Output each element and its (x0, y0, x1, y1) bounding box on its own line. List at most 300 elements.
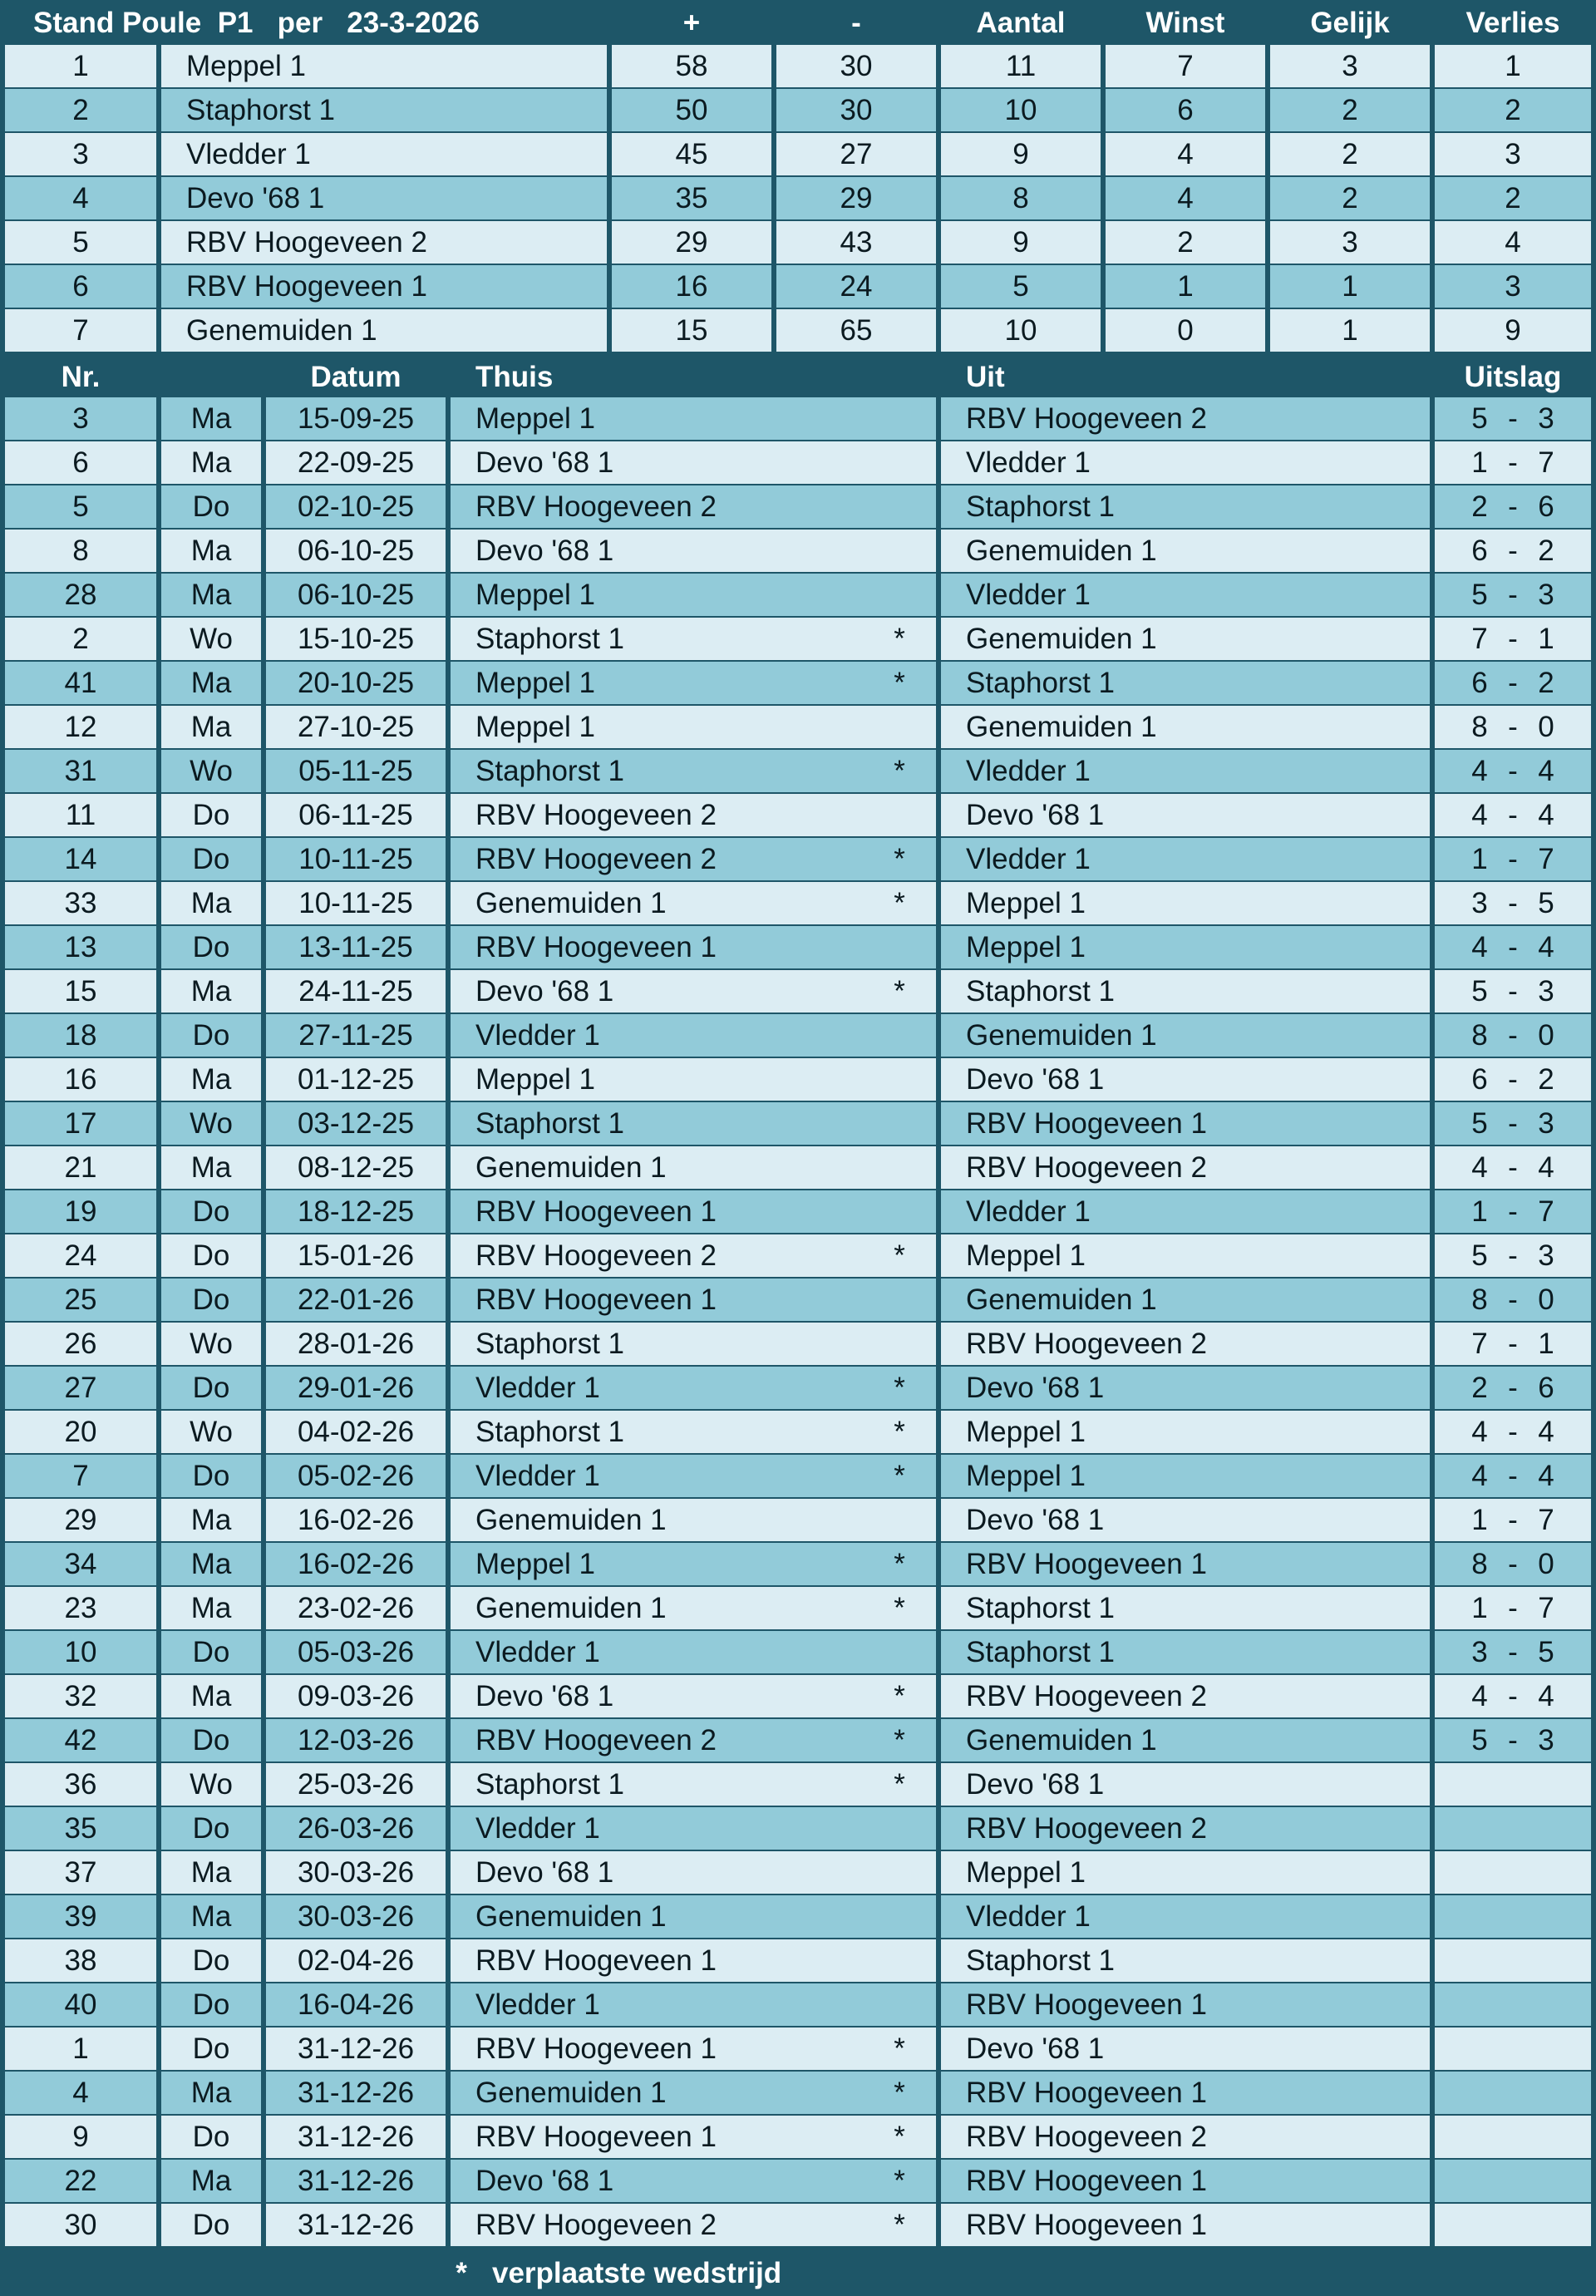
home-score: 1 (1471, 1504, 1488, 1536)
match-date: 10-11-25 (266, 838, 446, 880)
standings-lost-cell: 2 (1435, 89, 1591, 131)
home-score: 4 (1471, 799, 1488, 831)
score-dash: - (1508, 623, 1518, 655)
match-date: 20-10-25 (266, 662, 446, 704)
match-result (1435, 1499, 1591, 1541)
match-result (1435, 1543, 1591, 1585)
rescheduled-marker (883, 441, 916, 484)
match-number: 34 (5, 1543, 156, 1585)
home-team-cell (451, 1763, 936, 1806)
away-team: RBV Hoogeveen 1 (941, 2160, 1430, 2202)
match-date: 31-12-26 (266, 2027, 446, 2070)
away-team: RBV Hoogeveen 1 (941, 2072, 1430, 2114)
away-team: Devo '68 1 (941, 1499, 1430, 1541)
score (1467, 1461, 1559, 1490)
match-result (1435, 926, 1591, 968)
home-score: 5 (1471, 579, 1488, 611)
match-row (0, 970, 1596, 1013)
match-day: Do (161, 794, 261, 836)
score-dash: - (1508, 1019, 1518, 1052)
match-result (1435, 1014, 1591, 1057)
score (1467, 889, 1559, 918)
score-dash: - (1508, 1283, 1518, 1316)
match-result (1435, 2204, 1591, 2246)
score-dash: - (1508, 1195, 1518, 1228)
home-team-cell (451, 1983, 936, 2026)
standings-minus-cell: 29 (776, 177, 936, 219)
match-row (0, 1631, 1596, 1673)
score-dash: - (1508, 1636, 1518, 1668)
score (1467, 1285, 1559, 1314)
standings-won-cell: 6 (1106, 89, 1265, 131)
match-number: 2 (5, 618, 156, 660)
rescheduled-marker: * (894, 2032, 905, 2065)
match-result (1435, 794, 1591, 836)
away-team: Meppel 1 (941, 882, 1430, 924)
match-date: 28-01-26 (266, 1323, 446, 1365)
match-result (1435, 1895, 1591, 1938)
match-day: Do (161, 2204, 261, 2246)
match-day: Wo (161, 1411, 261, 1453)
score-dash: - (1508, 755, 1518, 787)
home-team-cell (451, 618, 936, 660)
match-day: Ma (161, 397, 261, 440)
away-team: Meppel 1 (941, 1411, 1430, 1453)
home-team-cell (451, 882, 936, 924)
match-day: Do (161, 1367, 261, 1409)
match-day: Do (161, 838, 261, 880)
standings-rank-cell: 7 (5, 309, 156, 352)
home-team-header: Thuis (475, 360, 554, 393)
home-score: 6 (1471, 535, 1488, 567)
match-result (1435, 1279, 1591, 1321)
away-score: 3 (1538, 1239, 1554, 1272)
score-dash: - (1508, 1548, 1518, 1580)
standings-plus-cell: 50 (612, 89, 771, 131)
home-team-cell (451, 1939, 936, 1982)
home-team: RBV Hoogeveen 1 (475, 1944, 717, 1977)
standings-plus-cell: 45 (612, 133, 771, 175)
match-date: 16-04-26 (266, 1983, 446, 2026)
match-number: 18 (5, 1014, 156, 1057)
match-result (1435, 750, 1591, 792)
match-number: 24 (5, 1234, 156, 1277)
away-team: Vledder 1 (941, 574, 1430, 616)
away-score: 2 (1538, 1063, 1554, 1096)
standings-rank-cell: 5 (5, 221, 156, 264)
away-team: RBV Hoogeveen 1 (941, 2204, 1430, 2246)
match-row (0, 1279, 1596, 1321)
standings-row (0, 89, 1596, 131)
match-result (1435, 485, 1591, 528)
match-date: 06-10-25 (266, 530, 446, 572)
home-team-cell (451, 2072, 936, 2114)
away-score: 7 (1538, 1592, 1554, 1624)
match-number: 7 (5, 1455, 156, 1497)
score (1467, 1329, 1559, 1358)
match-day: Do (161, 2027, 261, 2070)
rescheduled-marker (883, 1631, 916, 1673)
score (1467, 1417, 1559, 1446)
match-row (0, 1190, 1596, 1233)
standings-won-cell: 4 (1106, 133, 1265, 175)
home-score: 8 (1471, 1019, 1488, 1052)
home-score: 5 (1471, 1724, 1488, 1756)
away-score: 3 (1538, 1107, 1554, 1140)
home-score: 8 (1471, 1548, 1488, 1580)
away-team: Vledder 1 (941, 1895, 1430, 1938)
away-team: RBV Hoogeveen 2 (941, 1807, 1430, 1850)
home-team: Devo '68 1 (475, 446, 614, 479)
home-team: Genemuiden 1 (475, 1900, 667, 1933)
match-result (1435, 662, 1591, 704)
match-number: 31 (5, 750, 156, 792)
rescheduled-marker (883, 1323, 916, 1365)
away-team: RBV Hoogeveen 1 (941, 1543, 1430, 1585)
match-number: 1 (5, 2027, 156, 2070)
home-team: RBV Hoogeveen 2 (475, 799, 717, 831)
match-result (1435, 1763, 1591, 1806)
match-result (1435, 1719, 1591, 1761)
score (1467, 448, 1559, 477)
match-date: 15-09-25 (266, 397, 446, 440)
score (1467, 668, 1559, 697)
standings-lost-cell: 4 (1435, 221, 1591, 264)
score (1467, 1197, 1559, 1226)
score (1467, 624, 1559, 653)
home-team: Genemuiden 1 (475, 1151, 667, 1184)
home-score: 4 (1471, 1151, 1488, 1184)
home-team: RBV Hoogeveen 2 (475, 2209, 717, 2241)
match-date: 23-02-26 (266, 1587, 446, 1629)
away-team: RBV Hoogeveen 1 (941, 1102, 1430, 1145)
match-number: 6 (5, 441, 156, 484)
home-team: Meppel 1 (475, 579, 595, 611)
home-team-cell (451, 2027, 936, 2070)
home-team-cell (451, 441, 936, 484)
score-dash: - (1508, 1724, 1518, 1756)
match-day: Wo (161, 750, 261, 792)
match-date: 06-10-25 (266, 574, 446, 616)
rescheduled-marker: * (894, 2077, 905, 2109)
match-number: 25 (5, 1279, 156, 1321)
score (1467, 801, 1559, 830)
away-team: Vledder 1 (941, 838, 1430, 880)
home-team: Vledder 1 (475, 1636, 600, 1668)
standings-won-cell: 7 (1106, 45, 1265, 87)
match-row (0, 2160, 1596, 2202)
score (1467, 845, 1559, 874)
rescheduled-marker: * (894, 1724, 905, 1756)
standings-played-cell: 11 (941, 45, 1101, 87)
standings-plus-cell: 35 (612, 177, 771, 219)
match-result (1435, 1146, 1591, 1189)
rescheduled-marker: * (894, 1548, 905, 1580)
standings-drawn-cell: 2 (1270, 89, 1430, 131)
match-row (0, 1851, 1596, 1894)
match-day: Wo (161, 1763, 261, 1806)
home-score: 2 (1471, 490, 1488, 523)
score (1467, 977, 1559, 1006)
rescheduled-marker: * (894, 1372, 905, 1404)
standings-won-cell: 0 (1106, 309, 1265, 352)
away-score: 7 (1538, 1195, 1554, 1228)
match-result (1435, 574, 1591, 616)
home-team-cell (451, 750, 936, 792)
away-team: Devo '68 1 (941, 794, 1430, 836)
home-team-cell (451, 662, 936, 704)
match-result (1435, 1367, 1591, 1409)
home-team: RBV Hoogeveen 1 (475, 2032, 717, 2065)
standings-row (0, 309, 1596, 352)
away-team: Vledder 1 (941, 750, 1430, 792)
rescheduled-marker: * (894, 2121, 905, 2153)
standings-won-cell: 2 (1106, 221, 1265, 264)
home-score: 4 (1471, 1416, 1488, 1448)
score (1467, 1241, 1559, 1270)
rescheduled-marker: * (894, 1768, 905, 1801)
match-date: 26-03-26 (266, 1807, 446, 1850)
score-dash: - (1508, 579, 1518, 611)
home-team-cell (451, 1279, 936, 1321)
score (1467, 1153, 1559, 1182)
match-row (0, 1675, 1596, 1717)
home-team-cell (451, 485, 936, 528)
away-team: RBV Hoogeveen 2 (941, 1323, 1430, 1365)
away-score: 7 (1538, 1504, 1554, 1536)
match-row (0, 397, 1596, 440)
match-number: 12 (5, 706, 156, 748)
match-number-header: Nr. (61, 360, 101, 393)
match-result (1435, 1455, 1591, 1497)
home-team: Staphorst 1 (475, 1328, 624, 1360)
match-date: 22-01-26 (266, 1279, 446, 1321)
score-dash: - (1508, 1680, 1518, 1712)
standings-header (0, 0, 1596, 45)
home-team-cell (451, 838, 936, 880)
match-day: Wo (161, 1102, 261, 1145)
match-number: 33 (5, 882, 156, 924)
standings-drawn-cell: 2 (1270, 177, 1430, 219)
match-day: Do (161, 485, 261, 528)
away-team: Staphorst 1 (941, 970, 1430, 1013)
score-dash: - (1508, 446, 1518, 479)
match-result (1435, 1851, 1591, 1894)
match-row (0, 794, 1596, 836)
standings-drawn-cell: 1 (1270, 309, 1430, 352)
rescheduled-marker: * (894, 887, 905, 919)
home-team-cell (451, 1499, 936, 1541)
rescheduled-marker: * (894, 1416, 905, 1448)
score (1467, 1065, 1559, 1094)
match-day: Do (161, 1190, 261, 1233)
match-date: 13-11-25 (266, 926, 446, 968)
match-day: Ma (161, 706, 261, 748)
score (1467, 1726, 1559, 1755)
match-number: 23 (5, 1587, 156, 1629)
match-date: 27-10-25 (266, 706, 446, 748)
score (1467, 1550, 1559, 1579)
standings-lost-cell: 1 (1435, 45, 1591, 87)
away-team: Genemuiden 1 (941, 1014, 1430, 1057)
home-team-cell (451, 1719, 936, 1761)
match-result (1435, 397, 1591, 440)
score-dash: - (1508, 1504, 1518, 1536)
away-score: 0 (1538, 1548, 1554, 1580)
match-day: Ma (161, 1895, 261, 1938)
rescheduled-marker (883, 1190, 916, 1233)
away-score: 4 (1538, 931, 1554, 963)
match-day: Ma (161, 530, 261, 572)
away-team: Genemuiden 1 (941, 530, 1430, 572)
home-team: Genemuiden 1 (475, 1504, 667, 1536)
score-dash: - (1508, 1107, 1518, 1140)
match-day: Ma (161, 1058, 261, 1101)
match-number: 17 (5, 1102, 156, 1145)
score-dash: - (1508, 402, 1518, 435)
away-team: Vledder 1 (941, 441, 1430, 484)
match-day: Ma (161, 2160, 261, 2202)
match-day: Do (161, 926, 261, 968)
match-result (1435, 1102, 1591, 1145)
standings-lost-cell: 3 (1435, 265, 1591, 308)
match-day: Wo (161, 1323, 261, 1365)
away-team: Devo '68 1 (941, 1763, 1430, 1806)
match-day: Ma (161, 1499, 261, 1541)
home-team-cell (451, 1807, 936, 1850)
score (1467, 756, 1559, 786)
home-team: Devo '68 1 (475, 535, 614, 567)
score (1467, 1638, 1559, 1667)
home-team-cell (451, 1411, 936, 1453)
standings-minus-cell: 65 (776, 309, 936, 352)
match-result (1435, 1411, 1591, 1453)
standings-played-cell: 10 (941, 309, 1101, 352)
day-header (161, 356, 261, 397)
score (1467, 933, 1559, 962)
match-date: 12-03-26 (266, 1719, 446, 1761)
away-score: 4 (1538, 1460, 1554, 1492)
match-row (0, 1411, 1596, 1453)
standings-row (0, 45, 1596, 87)
rescheduled-marker: * (894, 1239, 905, 1272)
match-date: 05-11-25 (266, 750, 446, 792)
match-date: 06-11-25 (266, 794, 446, 836)
rescheduled-marker (883, 1279, 916, 1321)
home-team: Genemuiden 1 (475, 887, 667, 919)
home-team: RBV Hoogeveen 2 (475, 1724, 717, 1756)
rescheduled-marker (883, 794, 916, 836)
match-date: 25-03-26 (266, 1763, 446, 1806)
match-result (1435, 882, 1591, 924)
score (1467, 492, 1559, 521)
match-row (0, 662, 1596, 704)
score-dash: - (1508, 975, 1518, 1008)
home-team: RBV Hoogeveen 1 (475, 1283, 717, 1316)
away-team: RBV Hoogeveen 2 (941, 397, 1430, 440)
match-date: 16-02-26 (266, 1543, 446, 1585)
home-team-cell (451, 397, 936, 440)
standings-drawn-cell: 1 (1270, 265, 1430, 308)
away-team: Genemuiden 1 (941, 618, 1430, 660)
match-date: 31-12-26 (266, 2204, 446, 2246)
away-score: 0 (1538, 1019, 1554, 1052)
match-row (0, 485, 1596, 528)
home-team-cell (451, 1234, 936, 1277)
match-row (0, 1102, 1596, 1145)
match-result (1435, 1587, 1591, 1629)
match-day: Ma (161, 1587, 261, 1629)
score-dash: - (1508, 711, 1518, 743)
away-team: Staphorst 1 (941, 1587, 1430, 1629)
match-number: 39 (5, 1895, 156, 1938)
match-day: Do (161, 1455, 261, 1497)
points-against-header: - (851, 6, 861, 39)
home-score: 4 (1471, 1680, 1488, 1712)
legend-footer (0, 2251, 1596, 2296)
match-number: 22 (5, 2160, 156, 2202)
match-row (0, 441, 1596, 484)
rescheduled-marker: * (894, 2209, 905, 2241)
standings-row (0, 133, 1596, 175)
match-result (1435, 1807, 1591, 1850)
score (1467, 712, 1559, 742)
rescheduled-marker (883, 574, 916, 616)
match-result (1435, 706, 1591, 748)
match-date: 18-12-25 (266, 1190, 446, 1233)
home-score: 6 (1471, 1063, 1488, 1096)
away-team: Meppel 1 (941, 1234, 1430, 1277)
standings-drawn-cell: 2 (1270, 133, 1430, 175)
match-number: 3 (5, 397, 156, 440)
match-row (0, 1719, 1596, 1761)
home-team-cell (451, 1367, 936, 1409)
home-team: Meppel 1 (475, 1063, 595, 1096)
away-team: Meppel 1 (941, 1455, 1430, 1497)
match-day: Ma (161, 1851, 261, 1894)
score-dash: - (1508, 535, 1518, 567)
home-team: Meppel 1 (475, 667, 595, 699)
match-date: 08-12-25 (266, 1146, 446, 1189)
match-row (0, 1983, 1596, 2026)
score-dash: - (1508, 931, 1518, 963)
home-team: RBV Hoogeveen 2 (475, 843, 717, 875)
match-number: 11 (5, 794, 156, 836)
away-score: 1 (1538, 1328, 1554, 1360)
match-result (1435, 2160, 1591, 2202)
match-day: Do (161, 1719, 261, 1761)
match-result (1435, 618, 1591, 660)
match-number: 5 (5, 485, 156, 528)
home-team-cell (451, 1631, 936, 1673)
match-result (1435, 1675, 1591, 1717)
match-date: 05-03-26 (266, 1631, 446, 1673)
home-score: 2 (1471, 1372, 1488, 1404)
match-row (0, 2116, 1596, 2158)
score-dash: - (1508, 1460, 1518, 1492)
home-team: RBV Hoogeveen 1 (475, 1195, 717, 1228)
away-team: RBV Hoogeveen 2 (941, 1675, 1430, 1717)
match-number: 37 (5, 1851, 156, 1894)
match-number: 15 (5, 970, 156, 1013)
away-score: 6 (1538, 490, 1554, 523)
home-team: Vledder 1 (475, 1019, 600, 1052)
standings-plus-cell: 29 (612, 221, 771, 264)
match-date: 30-03-26 (266, 1895, 446, 1938)
standings-plus-cell: 16 (612, 265, 771, 308)
match-number: 32 (5, 1675, 156, 1717)
standings-rank-cell: 1 (5, 45, 156, 87)
